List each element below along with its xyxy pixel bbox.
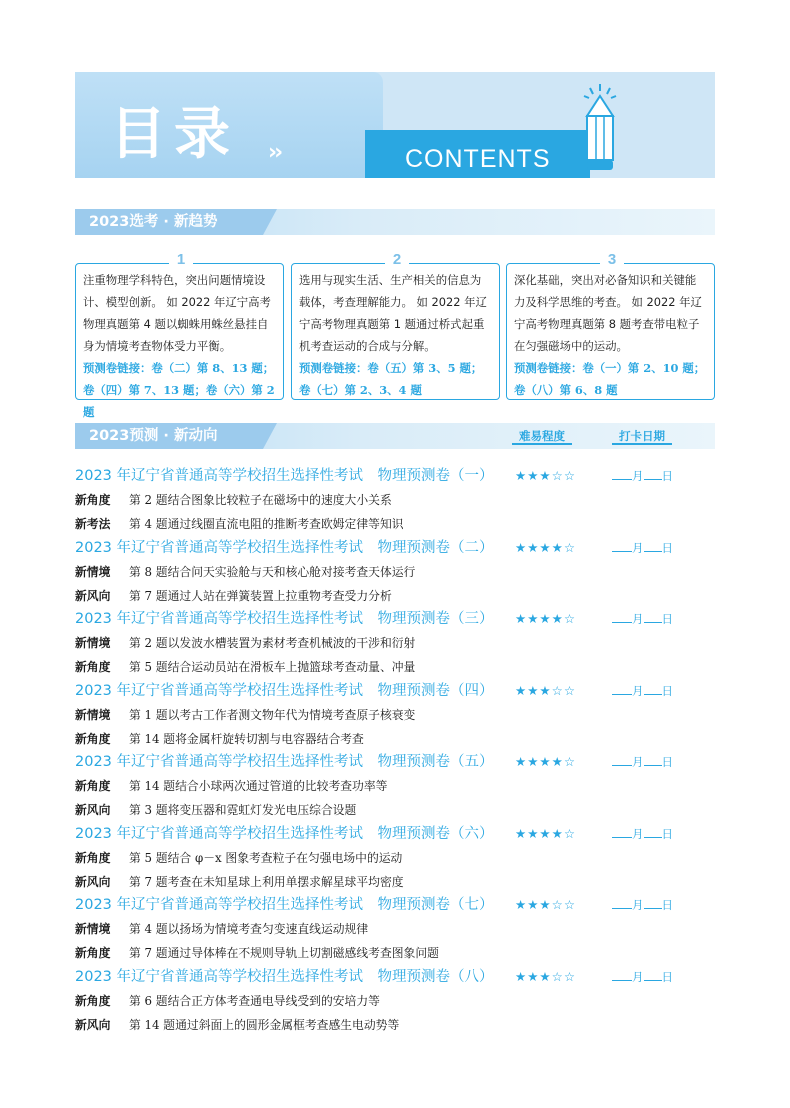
exam-item <box>75 490 392 510</box>
exam-item <box>75 848 402 868</box>
day-label: 日 <box>661 898 673 912</box>
trend-text: 注重物理学科特色，突出问题情境设计、模型创新。 如 2022 年辽宁高考物理真题第 4 题以蜘蛛用蛛丝悬挂自身为情境考查物体受力平衡。 <box>83 273 271 353</box>
difficulty-stars: ★★★★☆ <box>515 825 577 841</box>
item-desc: 第 5 题结合运动员站在滑板车上抛篮球考查动量、冲量 <box>129 660 416 674</box>
arrows-icon: ›› <box>268 140 281 165</box>
difficulty-stars: ★★★☆☆ <box>515 968 577 984</box>
exam-item <box>75 1015 399 1035</box>
trend-number: 1 <box>169 249 193 271</box>
exam-item <box>75 800 356 820</box>
exam-item <box>75 872 404 892</box>
difficulty-stars: ★★★☆☆ <box>515 468 577 483</box>
month-label: 月 <box>632 969 644 984</box>
item-tag: 新角度 <box>75 946 111 960</box>
month-blank[interactable] <box>612 539 632 552</box>
exam-item <box>75 562 415 582</box>
item-desc: 第 14 题通过斜面上的圆形金属框考查感生电动势等 <box>129 1017 400 1032</box>
trend-text: 选用与现实生活、生产相关的信息为载体，考查理解能力。 如 2022 年辽宁高考物理真题第 1 题通过桥式起重机考查运动的合成与分解。 <box>299 273 487 353</box>
item-desc: 第 7 题考查在未知星球上利用单摆求解星球平均密度 <box>129 874 404 889</box>
month-blank[interactable] <box>612 682 632 695</box>
checkin-date[interactable] <box>612 967 673 987</box>
item-desc: 第 2 题结合图象比较粒子在磁场中的速度大小关系 <box>129 493 392 507</box>
item-tag: 新风向 <box>75 1017 111 1032</box>
item-tag: 新情境 <box>75 636 111 650</box>
item-desc: 第 8 题结合问天实验舱与天和核心舱对接考查天体运行 <box>129 564 416 579</box>
checkin-date[interactable] <box>612 824 673 844</box>
month-label: 月 <box>632 898 644 912</box>
trend-link: 预测卷链接：卷（五）第 3、5 题；卷（七）第 2、3、4 题 <box>299 361 483 397</box>
checkin-header: 打卡日期 <box>612 428 672 445</box>
section-title-trend: 2023选考 · 新趋势 <box>75 209 263 235</box>
item-desc: 第 7 题通过导体棒在不规则导轨上切割磁感线考查图象问题 <box>129 946 439 960</box>
difficulty-stars: ★★★☆☆ <box>515 682 577 698</box>
month-blank[interactable] <box>612 825 632 838</box>
exam-title[interactable]: 2023 年辽宁省普通高等学校招生选择性考试 物理预测卷（七） <box>75 897 494 913</box>
day-blank[interactable] <box>644 968 662 981</box>
item-desc: 第 6 题结合正方体考查通电导线受到的安培力等 <box>129 993 380 1008</box>
item-tag: 新情境 <box>75 707 111 722</box>
exam-item <box>75 943 439 963</box>
item-desc: 第 14 题将金属杆旋转切割与电容器结合考查 <box>129 731 364 746</box>
month-blank[interactable] <box>612 610 632 623</box>
month-blank[interactable] <box>612 896 632 909</box>
month-blank[interactable] <box>612 968 632 981</box>
item-tag: 新情境 <box>75 564 111 579</box>
checkin-date[interactable] <box>612 538 673 558</box>
month-blank[interactable] <box>612 753 632 766</box>
exam-item <box>75 705 415 725</box>
item-tag: 新角度 <box>75 493 111 507</box>
trend-number: 2 <box>385 249 409 271</box>
trend-box-1 <box>75 251 284 419</box>
day-blank[interactable] <box>644 825 662 838</box>
difficulty-stars: ★★★☆☆ <box>515 897 577 912</box>
item-desc: 第 2 题以发波水槽装置为素材考查机械波的干涉和衍射 <box>129 636 416 650</box>
day-blank[interactable] <box>644 539 662 552</box>
exam-title[interactable]: 2023 年辽宁省普通高等学校招生选择性考试 物理预测卷（三） <box>75 611 494 627</box>
item-tag: 新角度 <box>75 731 111 746</box>
section-tag-slant <box>263 423 277 449</box>
section-title-forecast: 2023预测 · 新动向 <box>75 423 263 449</box>
contents-label: CONTENTS <box>405 145 551 173</box>
month-label: 月 <box>632 469 644 483</box>
exam-title[interactable]: 2023 年辽宁省普通高等学校招生选择性考试 物理预测卷（一） <box>75 468 494 484</box>
difficulty-header: 难易程度 <box>512 428 572 445</box>
item-desc: 第 1 题以考古工作者测文物年代为情境考查原子核衰变 <box>129 707 416 722</box>
day-label: 日 <box>661 469 673 483</box>
trend-box-3 <box>506 251 715 400</box>
exam-title[interactable]: 2023 年辽宁省普通高等学校招生选择性考试 物理预测卷（五） <box>75 754 494 770</box>
item-tag: 新角度 <box>75 993 111 1008</box>
item-desc: 第 7 题通过人站在弹簧装置上拉重物考查受力分析 <box>129 588 392 603</box>
day-label: 日 <box>661 969 673 984</box>
item-tag: 新风向 <box>75 803 111 817</box>
checkin-date[interactable] <box>612 609 673 629</box>
trend-link: 预测卷链接：卷（一）第 2、10 题；卷（八）第 6、8 题 <box>514 361 706 397</box>
item-tag: 新情境 <box>75 922 111 936</box>
exam-item <box>75 991 380 1011</box>
item-desc: 第 3 题将变压器和霓虹灯发光电压综合设题 <box>129 803 357 817</box>
day-blank[interactable] <box>644 610 662 623</box>
exam-item <box>75 657 415 677</box>
item-tag: 新角度 <box>75 660 111 674</box>
item-desc: 第 5 题结合 φ－x 图象考查粒子在匀强电场中的运动 <box>129 850 403 865</box>
item-tag: 新考法 <box>75 517 111 531</box>
exam-item <box>75 729 364 749</box>
day-label: 日 <box>661 683 673 698</box>
month-label: 月 <box>632 826 644 841</box>
checkin-date[interactable] <box>612 895 673 915</box>
day-blank[interactable] <box>644 467 662 480</box>
page-title: 目录 <box>110 102 238 167</box>
exam-title[interactable]: 2023 年辽宁省普通高等学校招生选择性考试 物理预测卷（六） <box>75 825 494 842</box>
pencil-icon <box>580 82 620 178</box>
item-desc: 第 4 题通过线圈直流电阻的推断考查欧姆定律等知识 <box>129 517 404 531</box>
month-label: 月 <box>632 612 644 626</box>
exam-title[interactable]: 2023 年辽宁省普通高等学校招生选择性考试 物理预测卷（八） <box>75 968 494 985</box>
checkin-date[interactable] <box>612 466 673 486</box>
exam-item <box>75 919 368 939</box>
difficulty-stars: ★★★★☆ <box>515 611 577 626</box>
trend-number: 3 <box>600 249 624 271</box>
item-tag: 新角度 <box>75 850 111 865</box>
trend-box-2 <box>291 251 500 400</box>
checkin-date[interactable] <box>612 681 673 701</box>
exam-item <box>75 776 387 796</box>
month-label: 月 <box>632 755 644 769</box>
exam-title[interactable]: 2023 年辽宁省普通高等学校招生选择性考试 物理预测卷（二） <box>75 539 494 556</box>
item-tag: 新风向 <box>75 588 111 603</box>
difficulty-stars: ★★★★☆ <box>515 754 577 769</box>
month-label: 月 <box>632 683 644 698</box>
day-label: 日 <box>661 540 673 555</box>
exam-title[interactable]: 2023 年辽宁省普通高等学校招生选择性考试 物理预测卷（四） <box>75 682 494 699</box>
day-blank[interactable] <box>644 753 662 766</box>
trend-text: 深化基础，突出对必备知识和关键能力及科学思维的考查。 如 2022 年辽宁高考物理真题第 8 题考查带电粒子在匀强磁场中的运动。 <box>514 273 702 353</box>
exam-item <box>75 586 392 606</box>
month-label: 月 <box>632 540 644 555</box>
day-blank[interactable] <box>644 682 662 695</box>
item-desc: 第 14 题结合小球两次通过管道的比较考查功率等 <box>129 779 388 793</box>
item-desc: 第 4 题以扬场为情境考查匀变速直线运动规律 <box>129 922 369 936</box>
trend-link: 预测卷链接：卷（二）第 8、13 题；卷（四）第 7、13 题；卷（六）第 2 题 <box>83 361 275 419</box>
day-label: 日 <box>661 826 673 841</box>
day-blank[interactable] <box>644 896 662 909</box>
day-label: 日 <box>661 612 673 626</box>
difficulty-stars: ★★★★☆ <box>515 539 577 555</box>
item-tag: 新风向 <box>75 874 111 889</box>
section-tag-slant <box>263 209 277 235</box>
item-tag: 新角度 <box>75 779 111 793</box>
month-blank[interactable] <box>612 467 632 480</box>
checkin-date[interactable] <box>612 752 673 772</box>
day-label: 日 <box>661 755 673 769</box>
exam-item <box>75 633 415 653</box>
exam-item <box>75 514 404 534</box>
